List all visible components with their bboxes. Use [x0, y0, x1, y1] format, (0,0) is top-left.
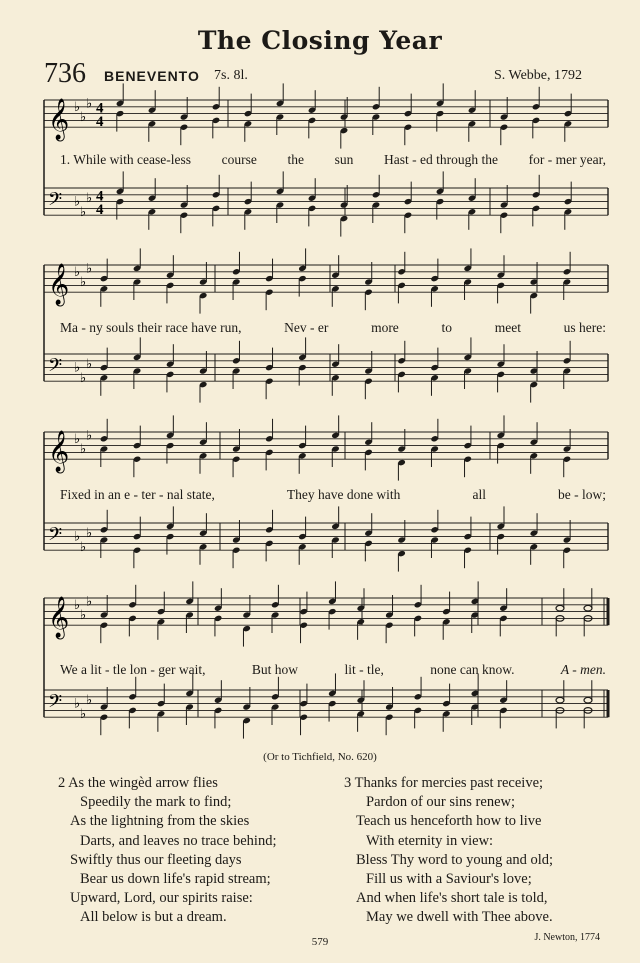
verse-line: Teach us henceforth how to live: [356, 813, 542, 830]
verse-line: Fill us with a Saviour's love;: [366, 871, 532, 888]
flat-icon: ♭: [86, 191, 93, 207]
flat-icon: ♭: [86, 594, 93, 610]
flat-icon: ♭: [74, 696, 81, 712]
lyric-syllable: the: [287, 152, 304, 167]
verse-line: Bless Thy word to young and old;: [356, 851, 554, 868]
lyric-syllable: But how: [251, 662, 299, 677]
flat-icon: ♭: [86, 357, 93, 373]
treble-clef-icon: 𝄞: [48, 597, 70, 639]
flat-icon: ♭: [74, 194, 81, 210]
verse-line: 2 As the wingèd arrow flies: [58, 775, 218, 791]
verse-line: With eternity in view:: [366, 832, 494, 849]
verse-line: Darts, and leaves no trace behind;: [80, 832, 277, 849]
verse-line: As the lightning from the skies: [70, 813, 250, 830]
flat-icon: ♭: [80, 608, 87, 623]
flat-icon: ♭: [86, 96, 93, 112]
lyric-syllable: none can know.: [430, 662, 515, 677]
lyric-syllable: more: [371, 320, 399, 335]
bass-clef-icon: 𝄢: [48, 189, 63, 215]
lyric-syllable: Hast - ed through the: [383, 152, 498, 167]
verse-line: Swiftly thus our fleeting days: [70, 851, 242, 868]
lyric-syllable: us here:: [563, 320, 606, 335]
flat-icon: ♭: [80, 539, 87, 555]
verse-3: [344, 774, 553, 928]
verse-line: 3 Thanks for mercies past receive;: [344, 775, 544, 791]
verse-line: And when life's short tale is told,: [356, 890, 548, 907]
flat-icon: ♭: [74, 360, 81, 376]
flat-icon: ♭: [86, 693, 93, 709]
verse-line: Pardon of our sins renew;: [366, 794, 516, 811]
lyric-syllable: meet: [494, 320, 521, 335]
half-note-head: [584, 697, 592, 703]
flat-icon: ♭: [86, 261, 93, 277]
half-note-head: [556, 605, 564, 611]
amen-lyric: A - men.: [560, 662, 606, 677]
verse-line: Upward, Lord, our spirits raise:: [70, 890, 253, 907]
lyric-syllable: sun: [334, 152, 354, 167]
lyric-syllable: Nev - er: [284, 320, 329, 335]
flat-icon: ♭: [80, 204, 87, 220]
flat-icon: ♭: [74, 597, 81, 613]
tune-name: BENEVENTO: [104, 68, 200, 84]
lyric-syllable: We a lit - tle lon - ger wait,: [60, 662, 206, 677]
flat-icon: ♭: [74, 431, 81, 447]
bass-clef-icon: 𝄢: [48, 355, 63, 381]
meter: 7s. 8l.: [214, 68, 248, 83]
text-author: J. Newton, 1774: [534, 932, 600, 943]
verse-line: Speedily the mark to find;: [80, 794, 232, 811]
half-note-head: [584, 605, 592, 611]
lyric-syllable: They have done with: [286, 487, 401, 502]
bass-clef-icon: 𝄢: [48, 691, 63, 717]
lyric-syllable: Fixed in an e - ter - nal state,: [60, 487, 215, 502]
flat-icon: ♭: [80, 370, 87, 386]
time-signature-denominator: 4: [96, 202, 104, 219]
alternate-tune-note: (Or to Tichfield, No. 620): [263, 751, 377, 763]
verse-line: Bear us down life's rapid stream;: [80, 871, 271, 888]
lyric-syllable: for - mer year,: [528, 152, 606, 167]
treble-clef-icon: 𝄞: [48, 431, 70, 473]
flat-icon: ♭: [74, 99, 81, 115]
verse-line: May we dwell with Thee above.: [366, 909, 553, 926]
lyric-syllable: lit - tle,: [344, 662, 384, 677]
hymn-number: 736: [44, 58, 86, 89]
verse-line: All below is but a dream.: [80, 909, 227, 926]
composer: S. Webbe, 1792: [493, 68, 582, 83]
time-signature-denominator: 4: [96, 114, 104, 131]
lyric-syllable: course: [221, 152, 257, 167]
page-number: 579: [311, 936, 329, 948]
time-signature-numerator: 4: [96, 188, 104, 205]
hymn-title: The Closing Year: [197, 26, 443, 55]
lyric-syllable: 1. While with cease-less: [60, 152, 191, 167]
flat-icon: ♭: [74, 264, 81, 280]
lyric-syllable: to: [441, 320, 453, 335]
flat-icon: ♭: [80, 442, 87, 457]
flat-icon: ♭: [80, 275, 87, 290]
lyric-syllable: be - low;: [557, 487, 606, 502]
lyric-line-1: [60, 152, 606, 168]
time-signature-numerator: 4: [96, 100, 104, 117]
lyric-line-2: [60, 320, 606, 336]
lyric-syllable: all: [472, 487, 486, 502]
flat-icon: ♭: [74, 529, 81, 545]
half-note-head: [556, 697, 564, 703]
lyric-line-3: [60, 487, 606, 503]
treble-clef-icon: 𝄞: [48, 264, 70, 306]
bass-clef-icon: 𝄢: [48, 524, 63, 550]
lyric-line-4: [60, 662, 606, 678]
flat-icon: ♭: [80, 706, 87, 722]
flat-icon: ♭: [86, 428, 93, 444]
treble-clef-icon: 𝄞: [48, 99, 70, 141]
flat-icon: ♭: [80, 110, 87, 125]
lyric-syllable: Ma - ny souls their race have run,: [60, 320, 242, 335]
flat-icon: ♭: [86, 526, 93, 542]
verse-2: [58, 774, 276, 928]
